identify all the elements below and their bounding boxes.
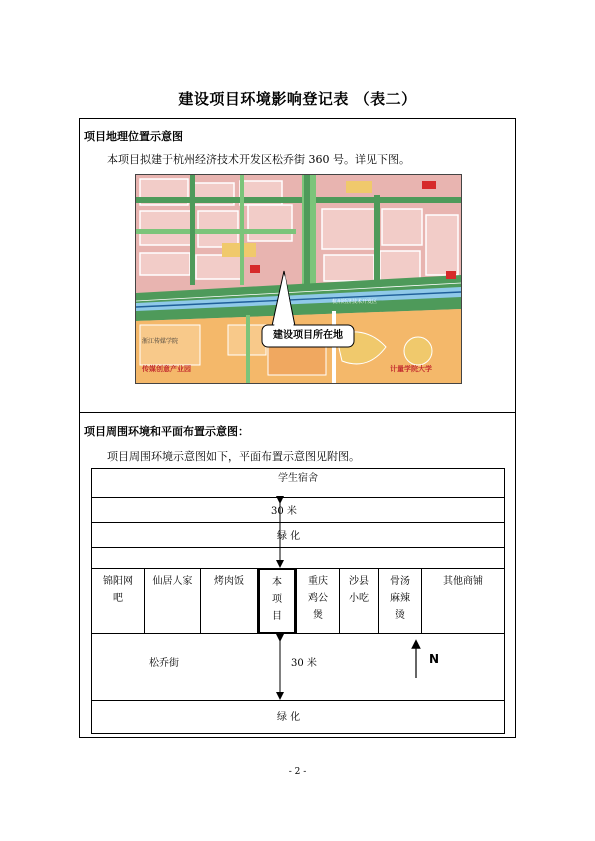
shop-4-line-2: 煲 bbox=[313, 610, 323, 621]
site-diagram bbox=[91, 468, 505, 734]
dorm-label: 学生宿舍 bbox=[278, 473, 318, 484]
shop-0-line-0: 锦阳网 bbox=[103, 576, 133, 587]
shop-2 bbox=[200, 568, 258, 634]
shop-5 bbox=[339, 568, 379, 634]
top-green: 绿 化 bbox=[277, 531, 301, 542]
map-label-left: 传媒创意产业园 bbox=[142, 365, 191, 373]
bottom-green: 绿 化 bbox=[277, 712, 301, 723]
map-label-highway: 杭州经济技术开发区 bbox=[332, 299, 378, 305]
distance-row-top bbox=[91, 497, 505, 523]
project-site bbox=[258, 568, 296, 634]
map-callout: 建设项目所在地 bbox=[273, 330, 343, 341]
surroundings-text: 项目周围环境示意图如下，平面布置示意图见附图。 bbox=[107, 450, 360, 463]
shop-6-line-2: 烫 bbox=[395, 610, 405, 621]
top-distance: 30 米 bbox=[271, 506, 297, 517]
street-label: 松乔街 bbox=[149, 658, 179, 669]
map-label-right: 计量学院大学 bbox=[390, 365, 432, 373]
location-text: 本项目拟建于杭州经济技术开发区松乔街 360 号。详见下图。 bbox=[107, 153, 410, 166]
shop-6-line-1: 麻辣 bbox=[390, 593, 410, 604]
shop-0-line-1: 吧 bbox=[113, 593, 123, 604]
surroundings-heading: 项目周围环境和平面布置示意图： bbox=[84, 425, 249, 438]
page-title: 建设项目环境影响登记表 （表二） bbox=[178, 90, 417, 108]
gap-row bbox=[91, 547, 505, 569]
shop-6-line-0: 骨汤 bbox=[390, 576, 410, 587]
map-image bbox=[136, 175, 461, 383]
shop-1 bbox=[144, 568, 201, 634]
shop-4-line-0: 重庆 bbox=[308, 576, 328, 587]
shop-3-line-1: 项 bbox=[272, 594, 282, 605]
shop-5-line-0: 沙县 bbox=[349, 576, 369, 587]
shop-7-line-0: 其他商铺 bbox=[443, 576, 483, 587]
location-heading: 项目地理位置示意图 bbox=[84, 130, 183, 143]
shop-1-line-0: 仙居人家 bbox=[152, 576, 193, 587]
location-map bbox=[135, 174, 462, 384]
bottom-distance: 30 米 bbox=[291, 658, 317, 669]
shop-3-line-2: 目 bbox=[272, 611, 282, 622]
dorm-row bbox=[91, 468, 505, 498]
section-divider bbox=[79, 412, 516, 413]
shop-4 bbox=[296, 568, 340, 634]
map-label-media: 浙江传媒学院 bbox=[142, 338, 179, 345]
shop-5-line-1: 小吃 bbox=[349, 593, 369, 604]
page-number: - 2 - bbox=[288, 767, 307, 777]
shop-7 bbox=[421, 568, 505, 634]
shop-2-line-0: 烤肉饭 bbox=[214, 576, 244, 587]
shop-6 bbox=[378, 568, 422, 634]
shop-4-line-1: 鸡公 bbox=[308, 593, 328, 604]
shop-0 bbox=[91, 568, 145, 634]
north-label: N bbox=[429, 652, 440, 666]
shop-3-line-0: 本 bbox=[272, 577, 282, 588]
